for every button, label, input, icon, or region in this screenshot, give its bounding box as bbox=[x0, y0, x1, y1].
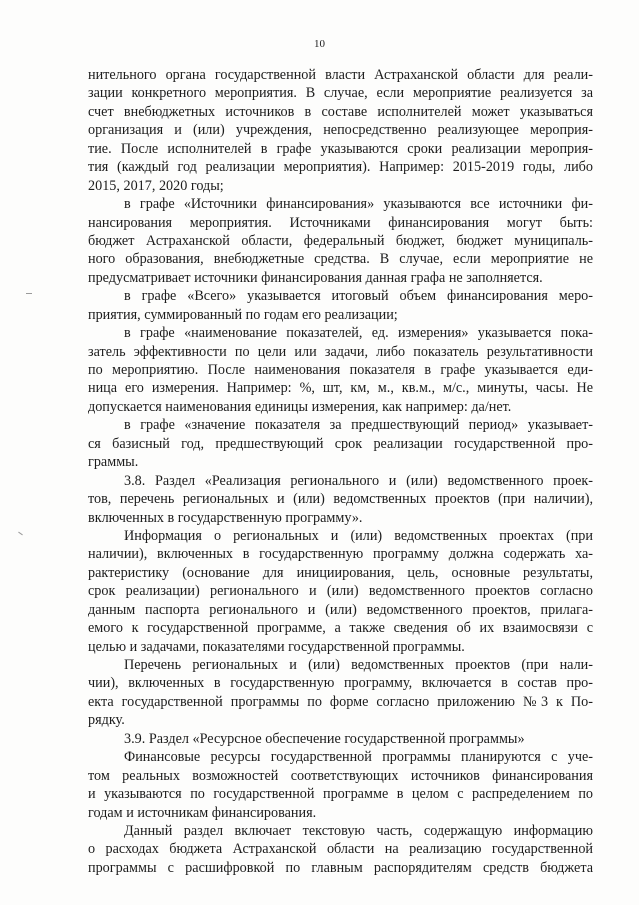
text-line: программы с расшифровкой по главным распорядителям средств бюджета bbox=[88, 859, 593, 876]
text-line: 2015, 2017, 2020 годы; bbox=[88, 177, 224, 194]
text-line: рядку. bbox=[88, 712, 125, 729]
text-line: нансирования мероприятия. Источниками финансирования могут быть: bbox=[88, 214, 593, 231]
text-line: Перечень региональных и (или) ведомственных проектов (при нали- bbox=[124, 657, 593, 673]
text-line: бюджет Астраханской области, федеральный бюджет, бюджет муниципаль- bbox=[88, 232, 593, 249]
scan-mark bbox=[18, 532, 23, 536]
text-line: Финансовые ресурсы государственной программы планируются с уче- bbox=[124, 749, 593, 766]
text-line: счет внебюджетных источников в составе исполнителей может указываться bbox=[88, 103, 593, 120]
text-line: приятия, суммированный по годам его реализации; bbox=[88, 306, 398, 323]
text-line: рактеристику (основание для инициирования, цель, основные результаты, bbox=[88, 564, 593, 581]
text-line: ся базисный год, предшествующий срок реализации государственной про- bbox=[88, 435, 593, 452]
text-line: срок реализации) регионального и (или) ведомственного проектов согласно bbox=[88, 583, 593, 600]
text-line: Информация о региональных и (или) ведомственных проектах (при bbox=[124, 527, 593, 544]
text-line: допускается наименования единицы измерения, как например: да/нет. bbox=[88, 398, 512, 415]
text-line: том реальных возможностей соответствующих источников финансирования bbox=[88, 767, 593, 784]
text-line: граммы. bbox=[88, 454, 139, 471]
text-line: целью и задачами, показателями государственной программы. bbox=[88, 638, 465, 655]
page-number: 10 bbox=[314, 38, 325, 50]
text-line: екта государственной программы по форме согласно приложению №3 к По- bbox=[88, 693, 593, 710]
text-line: о расходах бюджета Астраханской области на реализацию государственной bbox=[88, 841, 593, 858]
text-line: годам и источникам финансирования. bbox=[88, 804, 317, 821]
text-line: по мероприятию. После наименования показателя в графе указывается еди- bbox=[88, 362, 593, 378]
text-line: и указываются по государственной программе в целом с распределением по bbox=[88, 786, 593, 803]
text-line: ница его измерения. Например: %, шт, км, м., кв.м., м/с., минуты, часы. Не bbox=[88, 380, 593, 397]
text-line: предусматривает источники финансирования данная графа не заполняется. bbox=[88, 269, 543, 286]
text-line: емого к государственной программе, а также сведения об их взаимосвязи с bbox=[88, 620, 593, 637]
text-line: в графе «наименование показателей, ед. измерения» указывается пока- bbox=[124, 325, 593, 342]
text-line: зации конкретного мероприятия. В случае, если мероприятие реализуется за bbox=[88, 85, 593, 102]
text-line: нительного органа государственной власти Астраханской области для реали- bbox=[88, 67, 593, 83]
text-line: наличии), включенных в государственную программу должна содержать ха- bbox=[88, 546, 593, 563]
text-line: в графе «Источники финансирования» указываются все источники фи- bbox=[124, 196, 593, 213]
text-line: тия (каждый год реализации мероприятия). Например: 2015-2019 годы, либо bbox=[88, 159, 593, 176]
text-line: затель эффективности по цели или задачи, либо показатель результативности bbox=[88, 343, 593, 360]
text-line: в графе «значение показателя за предшествующий период» указывает- bbox=[124, 417, 593, 434]
text-line: 3.8. Раздел «Реализация регионального и (или) ведомственного проек- bbox=[124, 472, 593, 489]
body-text bbox=[88, 66, 593, 877]
text-line: организация и (или) учреждения, непосредственно реализующее мероприя- bbox=[88, 122, 593, 139]
text-line: в графе «Всего» указывается итоговый объем финансирования меро- bbox=[124, 288, 593, 305]
text-line: данным паспорта регионального и (или) ведомственного проектов, прилага- bbox=[88, 601, 593, 618]
text-line: ного образования, внебюджетные средства. В случае, если мероприятие не bbox=[88, 251, 593, 268]
scan-mark bbox=[26, 293, 32, 294]
text-line: включенных в государственную программу». bbox=[88, 509, 363, 526]
text-line: Данный раздел включает текстовую часть, содержащую информацию bbox=[124, 822, 593, 839]
text-line: тие. После исполнителей в графе указываются сроки реализации мероприя- bbox=[88, 140, 593, 157]
text-line: тов, перечень региональных и (или) ведомственных проектов (при наличии), bbox=[88, 491, 593, 508]
text-line: 3.9. Раздел «Ресурсное обеспечение государственной программы» bbox=[124, 730, 525, 747]
text-line: чии), включенных в государственную программу, включается в состав про- bbox=[88, 675, 593, 692]
